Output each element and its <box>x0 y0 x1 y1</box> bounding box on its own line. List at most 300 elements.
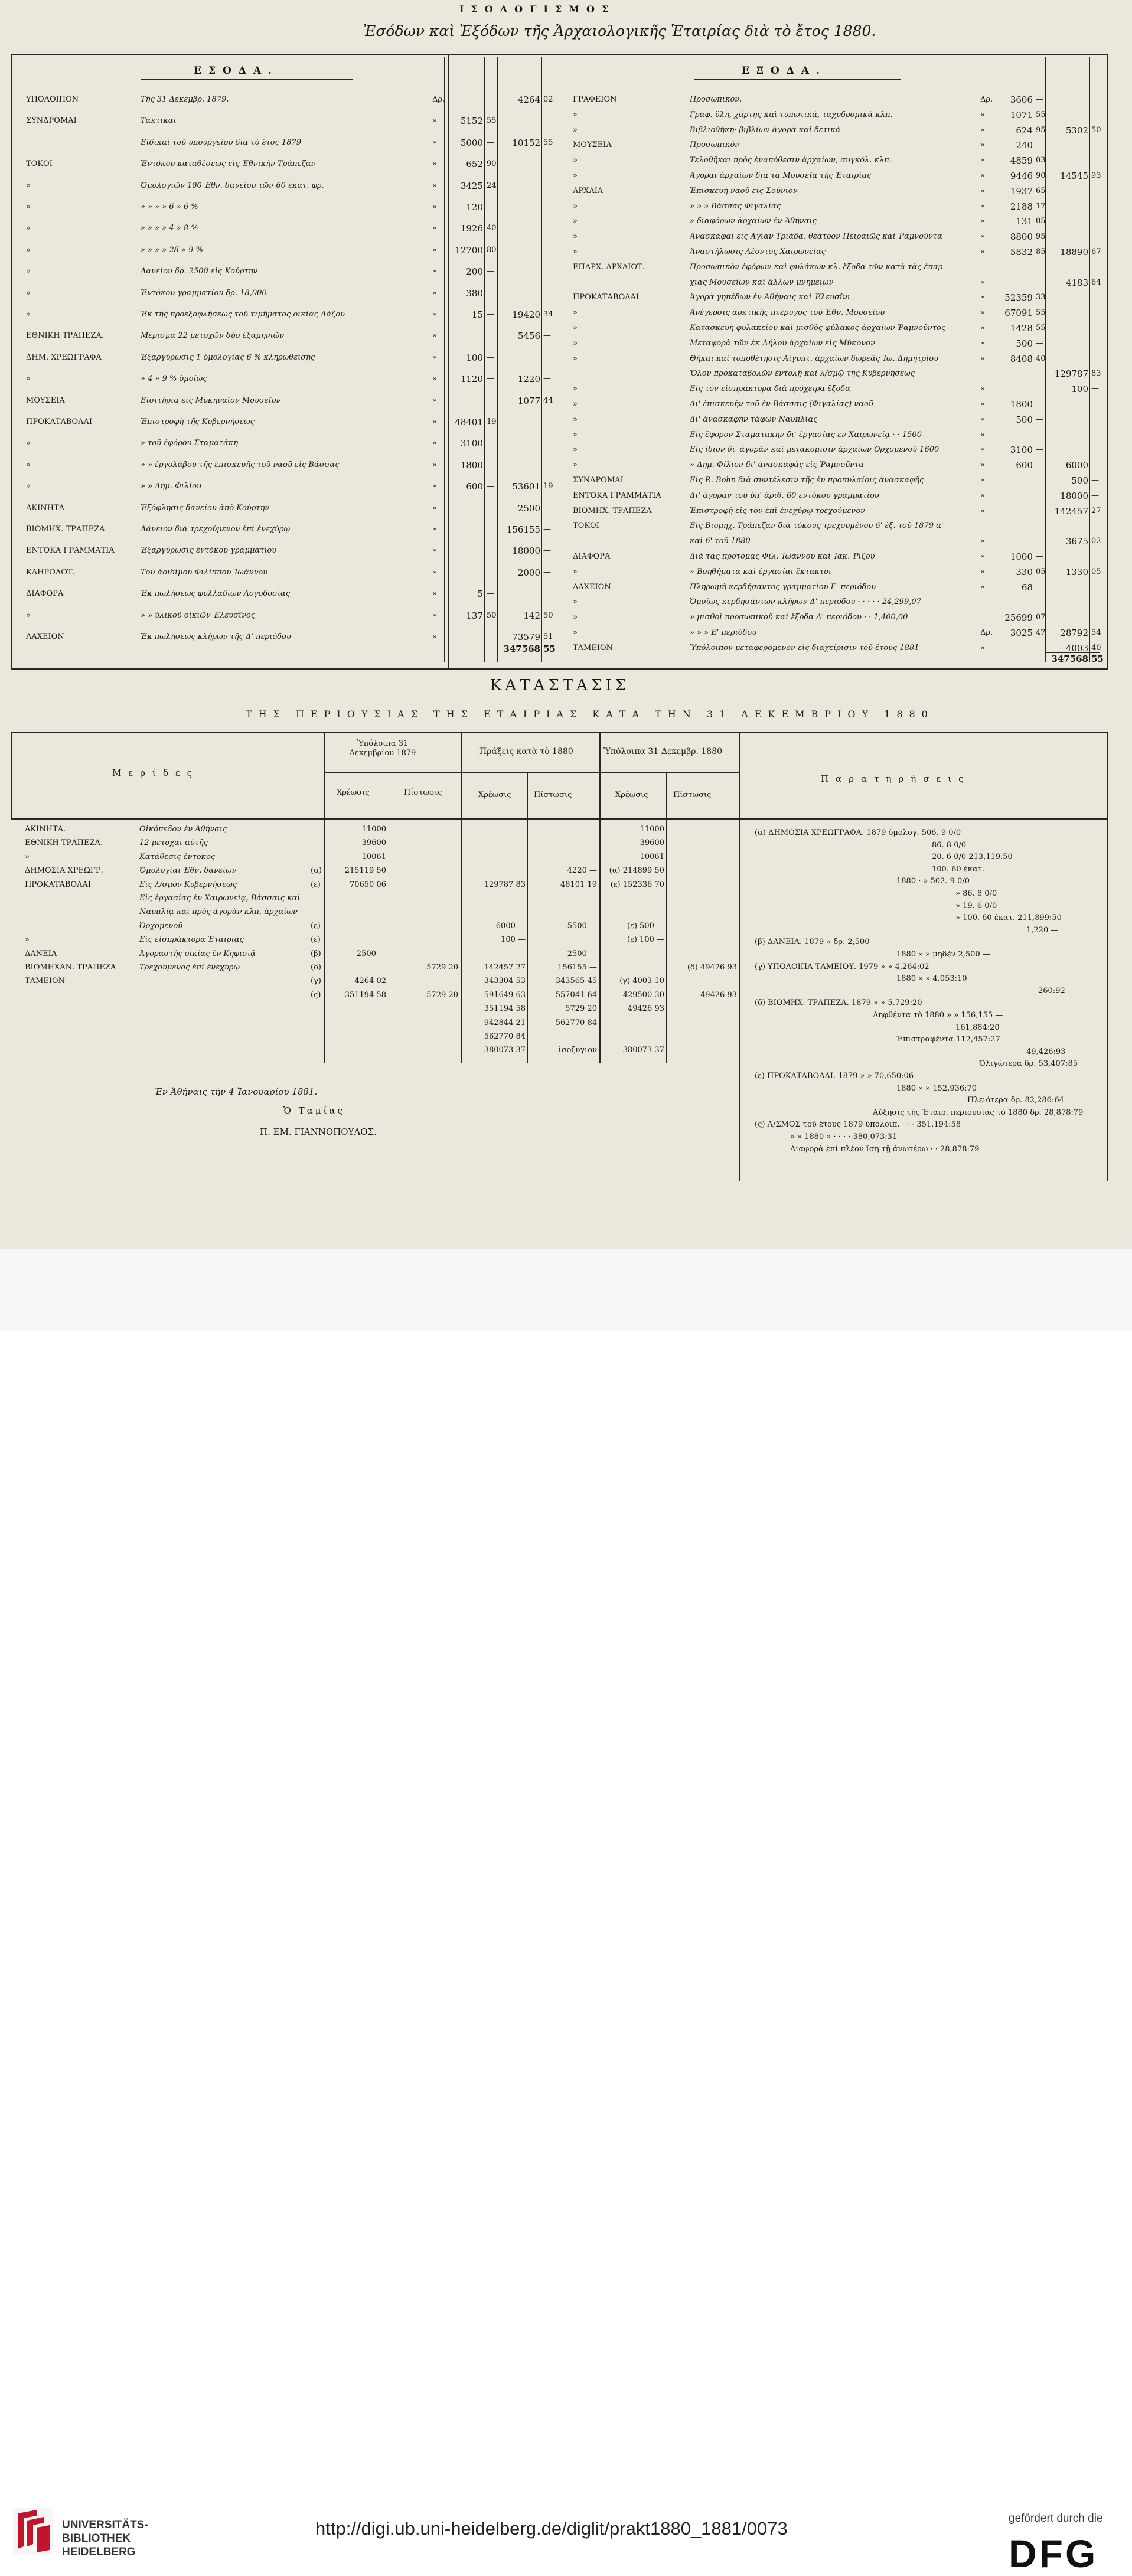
expense-description: Ἀγορὰ γηπέδων ἐν Ἀθήναις καὶ Ἐλευσῖνι <box>690 293 850 302</box>
income-unit: » <box>432 331 437 341</box>
expense-amount-cents: 05 <box>1036 217 1046 226</box>
expense-category: ΤΑΜΕΙΟΝ <box>573 643 614 652</box>
income-amount-cents: 80 <box>487 245 497 254</box>
katastasis-credit-actions: 562770 84 <box>555 1018 597 1027</box>
rule <box>324 772 739 773</box>
col-group-1880: Ὑπόλοιπα 31 Δεκεμβρ. 1880 <box>603 747 723 756</box>
income-category: ΒΙΟΜΗΧ. ΤΡΑΠΕΖΑ <box>26 525 105 534</box>
income-category: ΔΗΜ. ΧΡΕΩΓΡΑΦΑ <box>26 352 102 362</box>
katastasis-debit-actions: 129787 83 <box>484 880 526 889</box>
katastasis-key: (δ) <box>311 963 321 972</box>
expense-unit: » <box>980 414 985 424</box>
katastasis-note-line: 1,220 — <box>1026 926 1059 934</box>
frame-bottom-rule <box>11 668 1108 670</box>
katastasis-debit-1879: 39600 <box>361 838 386 848</box>
expense-subtotal-cents: 93 <box>1091 171 1101 180</box>
income-description: » » » » 4 » 8 % <box>141 224 198 233</box>
expense-description: » μισθοὶ προσωπικοῦ καὶ ἔξοδα Δ' περιόδου · · 1,400,00 <box>690 613 908 622</box>
katastasis-key: (ε) <box>311 921 321 931</box>
katastasis-debit-actions: 591649 63 <box>484 990 526 1000</box>
katastasis-note-line: (β) ΔΑΝΕΙΑ. 1879 » δρ. 2,500 — <box>755 938 880 946</box>
expense-category: » <box>573 461 578 470</box>
expense-category: » <box>573 430 578 439</box>
expense-amount-cents: 03 <box>1036 156 1046 165</box>
income-unit: » <box>432 503 437 512</box>
katastasis-debit-1880: 11000 <box>640 825 664 834</box>
expense-description: Δι' ἐπισκευὴν τοῦ ἐν Βάσσαις (Φιγαλίας) ναοῦ <box>690 400 873 408</box>
katastasis-note-line: 49,426:93 <box>1026 1047 1066 1056</box>
katastasis-note-line: 1880 » » 4,053:10 <box>896 975 967 983</box>
col-credit-3: Πίστωσις <box>673 791 712 799</box>
expense-unit: » <box>980 643 985 652</box>
expenses-heading: ΕΞΟΔΑ. <box>742 65 827 77</box>
expense-amount: 25699 <box>1004 612 1033 623</box>
income-amount: 100 <box>466 352 483 363</box>
expense-subtotal-cents: — <box>1091 384 1099 394</box>
income-description: Τακτικαὶ <box>141 117 177 125</box>
expense-amount-cents: 17 <box>1036 201 1046 211</box>
expense-amount-cents: — <box>1036 461 1043 470</box>
rule <box>484 57 485 662</box>
rule <box>324 732 325 1063</box>
expense-subtotal-cents: 83 <box>1091 369 1101 378</box>
expense-description: Εἰς ἴδιον δι' ἀγορὰν καὶ μετακόμισιν ἀρχαίων Ὀρχομενοῦ 1600 <box>690 446 939 454</box>
katastasis-description: Οἰκόπεδον ἐν Ἀθήναις <box>139 825 227 833</box>
expense-amount: 1071 <box>1010 109 1033 120</box>
katastasis-note-line: Ὀλιγώτερα δρ. 53,407:85 <box>979 1060 1078 1068</box>
expense-description: καὶ 6' τοῦ 1880 <box>690 537 751 546</box>
expense-unit: » <box>980 125 985 135</box>
income-description: Ἐξόφλησις δανείου ἀπὸ Κούρτην <box>141 504 270 512</box>
expense-category: » <box>573 567 578 576</box>
katastasis-debit-actions: 562770 84 <box>484 1032 526 1041</box>
expense-amount: 68 <box>1021 582 1033 593</box>
income-unit: » <box>432 482 437 491</box>
katastasis-title: ΚΑΤΑΣΤΑΣΙΣ <box>490 677 629 694</box>
col-credit-1: Πίστωσις <box>404 788 442 797</box>
income-subtotal: 53601 <box>512 481 540 492</box>
income-subtotal-cents: 34 <box>543 310 553 319</box>
expense-description: » » » Ε' περιόδου <box>690 629 757 636</box>
katastasis-debit-1879: 215119 50 <box>344 866 386 876</box>
katastasis-debit-1880: 429500 30 <box>622 990 664 1000</box>
katastasis-debit-1879: 351194 58 <box>344 990 386 1000</box>
income-subtotal: 2500 <box>517 502 540 514</box>
income-unit: » <box>432 374 437 384</box>
expense-unit: » <box>980 324 985 332</box>
income-subtotal: 1077 <box>517 395 540 406</box>
expense-description: Μεταφορὰ τῶν ἐκ Δήλου ἀρχαίων εἰς Μύκονον <box>690 339 875 347</box>
katastasis-note-line: (γ) ΥΠΟΛΟΙΠΑ ΤΑΜΕΙΟΥ. 1979 » » 4,264:02 <box>755 962 929 971</box>
expense-unit: » <box>980 430 985 439</box>
income-amount: 5000 <box>460 137 483 148</box>
expense-description: Ἀγοραὶ ἀρχαίων διὰ τὰ Μουσεῖα τῆς Ἑταιρίας <box>690 172 872 179</box>
income-description: Τοῦ ἀοιδίμου Φιλίππου Ἰωάννου <box>141 568 268 576</box>
katastasis-credit-1879: 5729 20 <box>426 990 458 1000</box>
signature-place-date: Ἐν Ἀθήναις τὴν 4 Ἰανουαρίου 1881. <box>155 1086 318 1097</box>
expense-description: Πληρωμὴ κερδήσαντος γραμματίου Γ' περιόδου <box>690 583 876 591</box>
expense-amount: 4859 <box>1010 155 1033 166</box>
income-amount-cents: — <box>487 267 494 276</box>
income-unit: » <box>432 546 437 556</box>
katastasis-category: ΔΗΜΟΣΙΑ ΧΡΕΩΓΡ. <box>25 866 103 876</box>
income-amount: 600 <box>466 481 483 492</box>
expense-unit: » <box>980 476 985 485</box>
income-category: ΕΘΝΙΚΗ ΤΡΑΠΕΖΑ. <box>26 331 105 341</box>
income-category: » <box>26 245 31 254</box>
expense-category: ΑΡΧΑΙΑ <box>573 186 603 195</box>
katastasis-description: Ἀγοραστὴς οἰκίας ἐν Κηφισιᾷ <box>139 949 256 958</box>
income-description: Ἐξαργύρωσις ἐντόκου γραμματίου <box>141 547 277 555</box>
expense-category: ΔΙΑΦΟΡΑ <box>573 552 611 561</box>
income-amount: 380 <box>466 288 483 299</box>
katastasis-debit-1879: 70650 06 <box>349 880 386 889</box>
expense-amount-cents: 55 <box>1036 110 1046 119</box>
expense-description: » διαφόρων ἀρχαίων ἐν Ἀθήναις <box>690 217 817 226</box>
rule <box>527 772 528 1063</box>
expense-description: χίας Μουσείων καὶ ἄλλων μνημείων <box>690 278 834 286</box>
katastasis-note-line: 1880 » » 152,936:70 <box>896 1084 977 1092</box>
katastasis-key: (ς) <box>311 990 321 1000</box>
expense-amount-cents: 47 <box>1036 628 1046 637</box>
income-amount-cents: 19 <box>487 417 497 426</box>
katastasis-credit-1880: (δ) 49426 93 <box>687 963 737 972</box>
income-amount: 5 <box>477 589 483 600</box>
katastasis-note-line: 20. 6 0/0 213,119.50 <box>932 853 1013 861</box>
expense-unit: » <box>980 217 985 226</box>
katastasis-debit-1880: (γ) 4003 10 <box>619 977 664 986</box>
expense-unit: » <box>980 445 985 455</box>
rule <box>11 818 1108 820</box>
income-amount: 12700 <box>455 244 483 256</box>
katastasis-note-line: 1880 · » 502. 9 0/0 <box>896 877 970 886</box>
expense-amount: 3025 <box>1010 628 1033 638</box>
katastasis-category: ΠΡΟΚΑΤΑΒΟΛΑΙ <box>25 880 92 889</box>
katastasis-debit-1880: 49426 93 <box>627 1004 664 1014</box>
expense-category: » <box>573 354 578 363</box>
income-amount: 48401 <box>455 417 483 427</box>
expense-description: » » » Βάσσας Φιγαλίας <box>690 202 781 210</box>
expense-description: Δι' ἀγορὰν τοῦ ὑπ' ἀριθ. 60 ἐντόκου γραμματίου <box>690 491 879 499</box>
income-amount-cents: 24 <box>487 181 497 190</box>
expense-amount: 1428 <box>1010 323 1033 334</box>
expense-amount: 1800 <box>1010 399 1033 410</box>
katastasis-debit-actions: 100 — <box>501 935 526 945</box>
expense-unit: » <box>980 537 985 546</box>
expense-category: » <box>573 338 578 348</box>
expense-unit: Δρ. <box>980 95 993 104</box>
expense-subtotal: 142457 <box>1054 505 1088 517</box>
expense-description: Διὰ τὰς προτομὰς Φιλ. Ἰωάννου καὶ Ἰακ. Ῥίζου <box>690 553 875 560</box>
katastasis-debit-actions: 380073 37 <box>484 1046 526 1055</box>
expense-description: Τελοθῆκαι πρὸς ἐναπόθεσιν ἀρχαίων, συγκόλ. κλπ. <box>690 156 892 165</box>
expense-category: » <box>573 171 578 180</box>
income-unit: » <box>432 224 437 233</box>
expense-category: » <box>573 613 578 622</box>
income-amount: 1926 <box>460 223 483 234</box>
income-unit: » <box>432 525 437 534</box>
katastasis-note-line: Πλειότερα δρ. 82,286:64 <box>967 1096 1064 1105</box>
expense-description: » Δημ. Φίλιον δι' ἀνασκαφὰς εἰς Ῥαμνοῦντα <box>690 461 864 469</box>
expense-description: Εἰς R. Bohn διὰ συντέλεσιν τῆς ἐν προπυλαίοις ἀνασκαφῆς <box>690 476 924 484</box>
frame-top-rule <box>11 54 1108 55</box>
katastasis-description: Ὀρχομενοῦ <box>139 922 183 930</box>
rule <box>11 732 12 820</box>
income-unit: » <box>432 460 437 469</box>
expense-category: ΕΝΤΟΚΑ ΓΡΑΜΜΑΤΙΑ <box>573 491 661 500</box>
katastasis-key: (β) <box>311 949 321 958</box>
katastasis-credit-1880: 49426 93 <box>700 990 737 1000</box>
income-subtotal: 18000 <box>512 546 540 557</box>
katastasis-debit-1880: (ε) 100 — <box>627 935 664 945</box>
katastasis-note-line: (α) ΔΗΜΟΣΙΑ ΧΡΕΩΓΡΑΦΑ. 1879 ὁμολογ. 506. 9 0/0 <box>755 829 961 837</box>
income-unit: » <box>432 138 437 147</box>
expense-category: ΛΑΧΕΙΟΝ <box>573 582 611 592</box>
income-category: » <box>26 482 31 491</box>
expense-unit: » <box>980 582 985 592</box>
katastasis-description: Εἰς ἐργασίας ἐν Χαιρωνείᾳ, Βάσσαις καὶ <box>139 894 301 902</box>
income-subtotal-cents: — <box>543 503 551 512</box>
katastasis-credit-actions: 2500 — <box>567 949 597 958</box>
katastasis-description: Ὁμολογίαι Ἐθν. δανείων <box>139 867 237 875</box>
expense-amount-cents: 95 <box>1036 125 1046 135</box>
income-description: » » Δημ. Φιλίου <box>141 482 201 491</box>
income-category: ΜΟΥΣΕΙΑ <box>26 396 65 405</box>
katastasis-note-line: » 100. 60 ἑκατ. 211,899:50 <box>955 914 1062 922</box>
expense-description: Εἰς ἔφορον Σταματάκην δι' ἐργασίας ἐν Χαιρωνείᾳ · · 1500 <box>690 430 922 439</box>
income-subtotal: 4264 <box>517 94 540 105</box>
income-unit: » <box>432 352 437 362</box>
katastasis-debit-1879: 11000 <box>361 825 386 834</box>
income-description: Δάνειον διὰ τρεχούμενον ἐπὶ ἐνεχύρῳ <box>141 525 291 533</box>
income-amount: 3425 <box>460 180 483 191</box>
income-description: Ἐντόκου καταθέσεως εἰς Ἐθνικὴν Τράπεζαν <box>141 160 316 168</box>
income-subtotal: 10152 <box>512 137 540 148</box>
expense-unit: » <box>980 491 985 500</box>
income-category: ΕΝΤΟΚΑ ΓΡΑΜΜΑΤΙΑ <box>26 546 115 556</box>
expense-amount: 1000 <box>1010 551 1033 562</box>
col-debit-2: Χρέωσις <box>478 791 511 799</box>
expense-category: ΕΠΑΡΧ. ΑΡΧΑΙΟΤ. <box>573 262 645 272</box>
income-amount: 5152 <box>460 116 483 127</box>
rule <box>1045 652 1100 653</box>
expense-category: » <box>573 324 578 332</box>
expense-unit: » <box>980 338 985 348</box>
income-unit: » <box>432 567 437 577</box>
expense-amount-cents: — <box>1036 141 1043 150</box>
income-description: » » ἐργολάβου τῆς ἐπισκευῆς τοῦ ναοῦ εἰς Βάσσας <box>141 461 340 469</box>
income-description: Ἐπιστροφὴ τῆς Κυβερνήσεως <box>141 418 255 426</box>
expense-amount-cents: 05 <box>1036 567 1046 576</box>
expenses-total-cents: 55 <box>1091 654 1104 664</box>
income-amount-cents: — <box>487 460 494 469</box>
expense-unit: » <box>980 567 985 576</box>
katastasis-note-line: Αὔξησις τῆς Ἑταιρ. περιουσίας τὸ 1880 δρ. 28,878:79 <box>873 1108 1084 1116</box>
expense-category: » <box>573 384 578 394</box>
expense-amount-cents: — <box>1036 582 1043 592</box>
col-group-1879: Ὑπόλοιπα 31 Δεκεμβρίου 1879 <box>349 739 416 758</box>
katastasis-debit-1880: (ε) 152336 70 <box>610 880 664 889</box>
income-category: » <box>26 460 31 469</box>
income-subtotal: 5456 <box>517 331 540 342</box>
income-unit: » <box>432 396 437 405</box>
expense-amount-cents: 65 <box>1036 186 1046 195</box>
katastasis-category: ΕΘΝΙΚΗ ΤΡΑΠΕΖΑ. <box>25 838 103 848</box>
katastasis-description: Κατάθεσις ἔντοκος <box>139 853 216 861</box>
katastasis-debit-actions: 6000 — <box>495 921 526 931</box>
rule <box>1089 57 1090 662</box>
katastasis-credit-actions: ἰσοζύγιον <box>558 1046 597 1055</box>
income-amount-cents: — <box>487 374 494 384</box>
expense-subtotal: 5302 <box>1065 125 1088 136</box>
income-unit: » <box>432 610 437 620</box>
uni-line-2: BIBLIOTHEK <box>62 2532 131 2545</box>
uni-line-3: HEIDELBERG <box>62 2546 136 2558</box>
expense-amount: 2188 <box>1010 201 1033 212</box>
income-description: » 4 » 9 % ὁμοίως <box>141 375 207 383</box>
expense-amount: 8800 <box>1010 231 1033 243</box>
expense-unit: » <box>980 461 985 470</box>
income-amount-cents: 50 <box>487 610 497 620</box>
katastasis-category: » <box>25 935 30 945</box>
expense-subtotal: 28792 <box>1060 628 1088 638</box>
expense-amount-cents: 95 <box>1036 232 1046 241</box>
income-unit: » <box>432 589 437 599</box>
income-unit: » <box>432 159 437 169</box>
expense-description: Ἀνασκαφαὶ εἰς Ἁγίαν Τριάδα, θέατρον Πειραιῶς καὶ Ῥαμνοῦντα <box>690 233 942 241</box>
expense-unit: » <box>980 400 985 409</box>
income-subtotal-cents: 02 <box>543 95 553 104</box>
income-amount-cents: 90 <box>487 159 497 169</box>
income-category: » <box>26 203 31 211</box>
katastasis-key: (ε) <box>311 880 321 889</box>
expense-unit: » <box>980 110 985 119</box>
rule <box>541 57 542 662</box>
expense-amount: 330 <box>1016 566 1033 577</box>
katastasis-debit-1880: 39600 <box>640 838 664 848</box>
katastasis-description: 12 μετοχαὶ αὐτῆς <box>139 839 208 847</box>
income-category: ΤΟΚΟΙ <box>26 159 53 169</box>
expense-category: » <box>573 217 578 226</box>
rule <box>599 732 601 1063</box>
expense-description: Ὁμοίως κερδησάντων κλήρων Δ' περιόδου · · · · · 24,299,07 <box>690 598 921 606</box>
expense-category: ΒΙΟΜΗΧ. ΤΡΑΠΕΖΑ <box>573 506 652 515</box>
income-category: ΛΑΧΕΙΟΝ <box>26 632 64 641</box>
rule <box>666 772 667 1063</box>
katastasis-category: ΒΙΟΜΗΧΑΝ. ΤΡΑΠΕΖΑ <box>25 963 116 972</box>
expense-subtotal: 4003 <box>1065 642 1088 654</box>
income-description: Εἰδικαὶ τοῦ ὑπουργείου διὰ τὸ ἔτος 1879 <box>141 138 302 146</box>
income-amount-cents: — <box>487 138 494 147</box>
expense-description: Γραφ. ὕλη, χάρτης καὶ τυπωτικά, ταχυδρομικὰ κλπ. <box>690 110 893 119</box>
expense-amount-cents: 90 <box>1036 171 1046 180</box>
income-subtotal: 156155 <box>506 524 540 535</box>
expense-amount: 3606 <box>1010 94 1033 105</box>
income-description: Μέρισμα 22 μετοχῶν δύο ἑξαμηνιῶν <box>141 332 285 340</box>
katastasis-note-line: 260:92 <box>1038 987 1065 995</box>
university-logo-icon <box>13 2508 53 2555</box>
income-description: » » » » 28 » 9 % <box>141 246 203 254</box>
expense-description: Προσωπικόν. <box>690 96 742 103</box>
expense-unit: » <box>980 506 985 515</box>
income-description: Ἐντόκου γραμματίου δρ. 18,000 <box>141 289 267 297</box>
expense-amount-cents: 40 <box>1036 354 1046 363</box>
expense-amount-cents: 55 <box>1036 308 1046 318</box>
income-category: » <box>26 310 31 319</box>
katastasis-debit-actions: 351194 58 <box>484 1004 526 1014</box>
income-unit: » <box>432 417 437 426</box>
expense-amount-cents: 33 <box>1036 293 1046 302</box>
expense-description: Ὅλον προκαταβολῶν ἐντολῇ καὶ λ/σμῷ τῆς Κυβερνήσεως <box>690 370 915 378</box>
katastasis-note-line: (δ) ΒΙΟΜΗΧ. ΤΡΑΠΕΖΑ. 1879 » » 5,729:20 <box>755 999 922 1007</box>
expense-unit: Δρ. <box>980 628 993 637</box>
income-category: ΥΠΟΛΟΙΠΟΝ <box>26 95 79 104</box>
expense-subtotal: 100 <box>1071 384 1088 395</box>
expense-amount: 9446 <box>1010 171 1033 181</box>
income-amount-cents: — <box>487 310 494 319</box>
income-subtotal: 73579 <box>512 632 540 642</box>
expense-amount-cents: 85 <box>1036 247 1046 256</box>
expense-subtotal-cents: — <box>1091 461 1099 470</box>
katastasis-description: Ναυπλίᾳ καὶ πρὸς ἀγορὰν κλπ. ἀρχαίων <box>139 908 298 916</box>
expense-amount: 624 <box>1016 125 1033 136</box>
col-debit-1: Χρέωσις <box>337 788 370 797</box>
document-subtitle: Ἐσόδων καὶ Ἐξόδων τῆς Ἀρχαιολογικῆς Ἑταιρίας διὰ τὸ ἔτος 1880. <box>363 22 876 40</box>
katastasis-debit-1880: (α) 214899 50 <box>609 866 664 876</box>
expense-unit: » <box>980 354 985 363</box>
expense-description: » Βοηθήματα καὶ ἐργασίαι ἔκτακτοι <box>690 567 831 576</box>
permalink-url[interactable]: http://digi.ub.uni-heidelberg.de/diglit/prakt1880_1881/0073 <box>315 2518 788 2539</box>
income-subtotal-cents: — <box>543 546 551 556</box>
katastasis-debit-actions: 343304 53 <box>484 977 526 986</box>
katastasis-debit-1880: (ε) 500 — <box>627 921 664 931</box>
expense-subtotal: 500 <box>1071 475 1088 486</box>
funding-note: gefördert durch die <box>1009 2512 1103 2525</box>
katastasis-debit-1880: 10061 <box>640 852 664 861</box>
expense-unit: » <box>980 171 985 180</box>
dfg-logo: DFG <box>1009 2532 1098 2575</box>
income-amount-cents: — <box>487 482 494 491</box>
expense-unit: » <box>980 247 985 256</box>
income-category: » <box>26 610 31 620</box>
expense-amount: 52359 <box>1004 292 1033 303</box>
income-unit: Δρ. <box>432 95 445 104</box>
document-title: ΙΣΟΛΟΓΙΣΜΟΣ <box>459 4 616 15</box>
expense-category: ΠΡΟΚΑΤΑΒΟΛΑΙ <box>573 293 640 302</box>
expense-category: » <box>573 201 578 211</box>
income-amount-cents: — <box>487 439 494 448</box>
expense-category: » <box>573 125 578 135</box>
katastasis-note-line: Διαφορὰ ἐπὶ πλέον ἴση τῇ ἀνωτέρω · · 28,878:79 <box>790 1145 980 1153</box>
expense-unit: » <box>980 156 985 165</box>
expense-amount-cents: 55 <box>1036 324 1046 332</box>
expenses-total: 347568 <box>1051 654 1088 664</box>
income-amount-cents: — <box>487 352 494 362</box>
katastasis-debit-1880: 380073 37 <box>622 1046 664 1055</box>
income-amount: 137 <box>466 610 483 621</box>
expense-amount: 500 <box>1016 338 1033 349</box>
col-group-actions: Πράξεις κατὰ τὸ 1880 <box>479 747 573 756</box>
katastasis-credit-actions: 557041 64 <box>555 990 597 1000</box>
expense-unit: » <box>980 186 985 195</box>
income-unit: » <box>432 310 437 319</box>
income-description: » » ὑλικοῦ οἰκιῶν Ἐλευσῖνος <box>141 611 256 619</box>
income-subtotal-cents: — <box>543 525 551 534</box>
expense-subtotal: 14545 <box>1060 171 1088 181</box>
expense-amount-cents: 07 <box>1036 613 1046 622</box>
income-category: » <box>26 288 31 298</box>
expense-amount: 131 <box>1016 216 1033 227</box>
